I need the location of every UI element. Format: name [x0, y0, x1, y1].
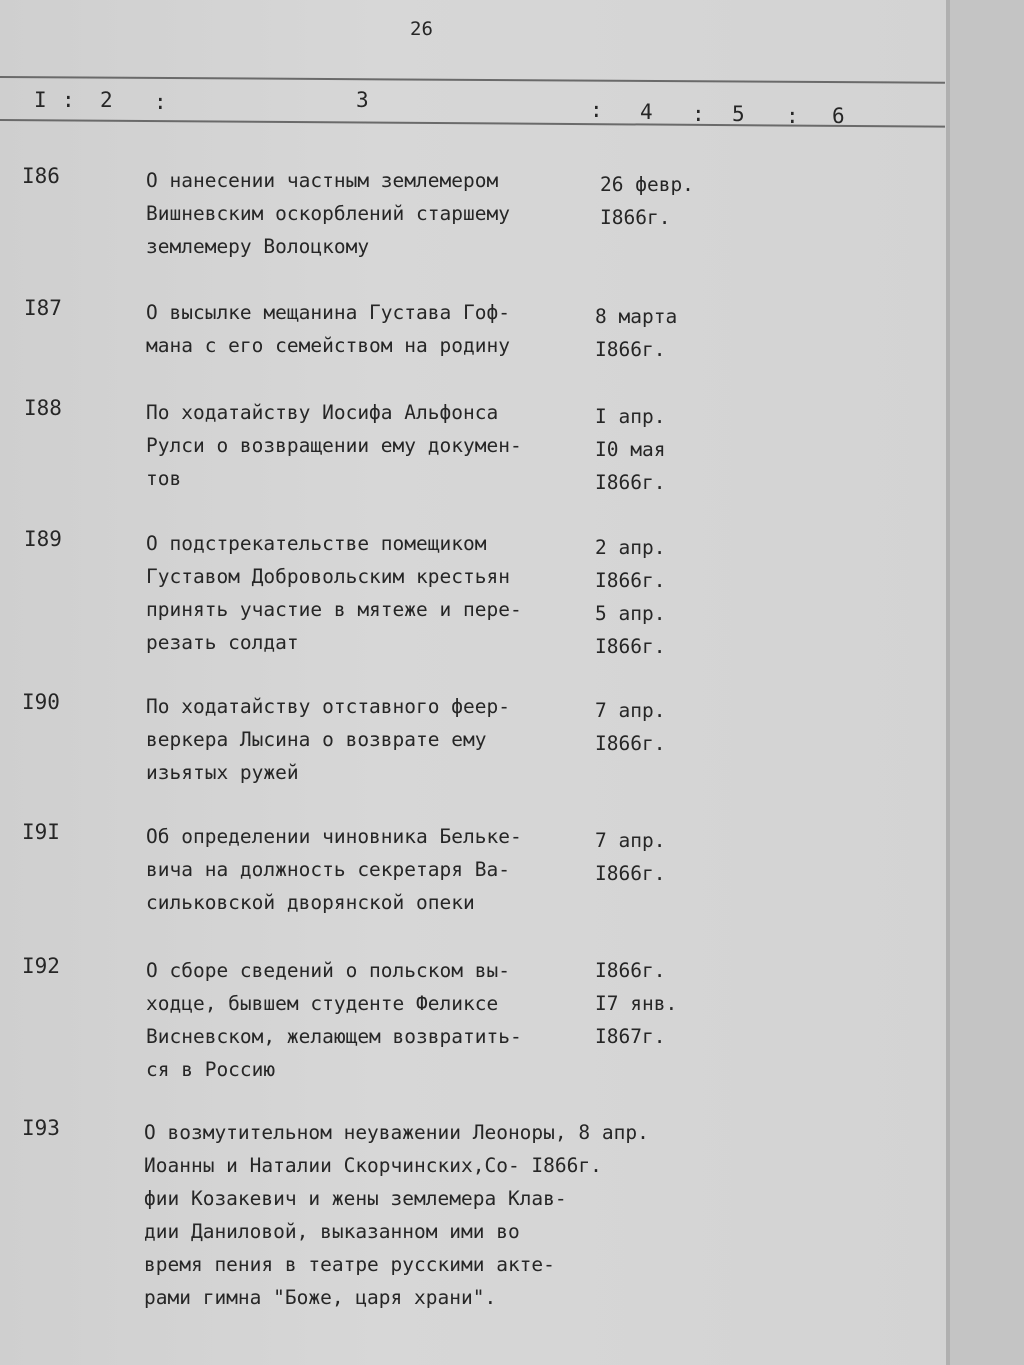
entry-description: О нанесении частным землемером Вишневским оскорблений старшему землемеру Волоцкому	[146, 169, 510, 258]
entry-dates: 26 февр. I866г.	[600, 173, 694, 229]
entry-dates: 2 апр. I866г. 5 апр. I866г.	[595, 536, 666, 658]
column-separator: :	[154, 90, 167, 114]
entry-dates: 7 апр. I866г.	[595, 829, 666, 885]
page-number: 26	[410, 18, 433, 40]
column-header-6: 6	[832, 104, 845, 128]
column-separator: :	[62, 88, 75, 112]
entry-description: По ходатайству Иосифа Альфонса Рулси о возвращении ему докумен- тов	[146, 401, 522, 490]
entry-dates: I апр. I0 мая I866г.	[595, 405, 666, 494]
entry-number: I87	[24, 296, 62, 320]
column-separator: :	[786, 104, 799, 128]
entry-number: I93	[22, 1116, 60, 1140]
column-header-5: 5	[732, 102, 745, 126]
entry-description: По ходатайству отставного феер- веркера Лысина о возврате ему изьятых ружей	[146, 695, 510, 784]
column-separator: :	[590, 98, 603, 122]
entry-number: I90	[22, 690, 60, 714]
entry-number: I89	[24, 527, 62, 551]
entry-number: I88	[24, 396, 62, 420]
column-header-3: 3	[356, 88, 369, 112]
entry-number: I86	[22, 164, 60, 188]
entry-dates: 8 марта I866г.	[595, 305, 678, 361]
column-header-4: 4	[640, 100, 653, 124]
entry-description: О возмутительном неуважении Леоноры, 8 апр. Иоанны и Наталии Скорчинских,Со- I866г. фии Козакевич и жены землемера Клав- дии Даниловой, выказанном ими во время пения в театре русскими акте- рами гимна "Боже, царя храни".	[144, 1121, 649, 1309]
entry-description: О подстрекательстве помещиком Густавом Добровольским крестьян принять участие в мятеже и пере- резать солдат	[146, 532, 522, 654]
entry-description: О высылке мещанина Густава Гоф- мана с его семейством на родину	[146, 301, 510, 357]
column-header-1: I	[34, 88, 47, 112]
entry-number: I92	[22, 954, 60, 978]
entry-number: I9I	[22, 820, 60, 844]
entry-dates: I866г. I7 янв. I867г.	[595, 959, 678, 1048]
entry-dates: 7 апр. I866г.	[595, 699, 666, 755]
entry-description: Об определении чиновника Белькe- вича на должность секретаря Ва- сильковской дворянской опеки	[146, 825, 522, 914]
entry-description: О сборе сведений о польском вы- ходце, бывшем студенте Феликсе Висневском, желающем возвратить- ся в Россию	[146, 959, 522, 1081]
adjacent-page	[950, 0, 1024, 1365]
column-separator: :	[692, 102, 705, 126]
column-header-2: 2	[100, 88, 113, 112]
